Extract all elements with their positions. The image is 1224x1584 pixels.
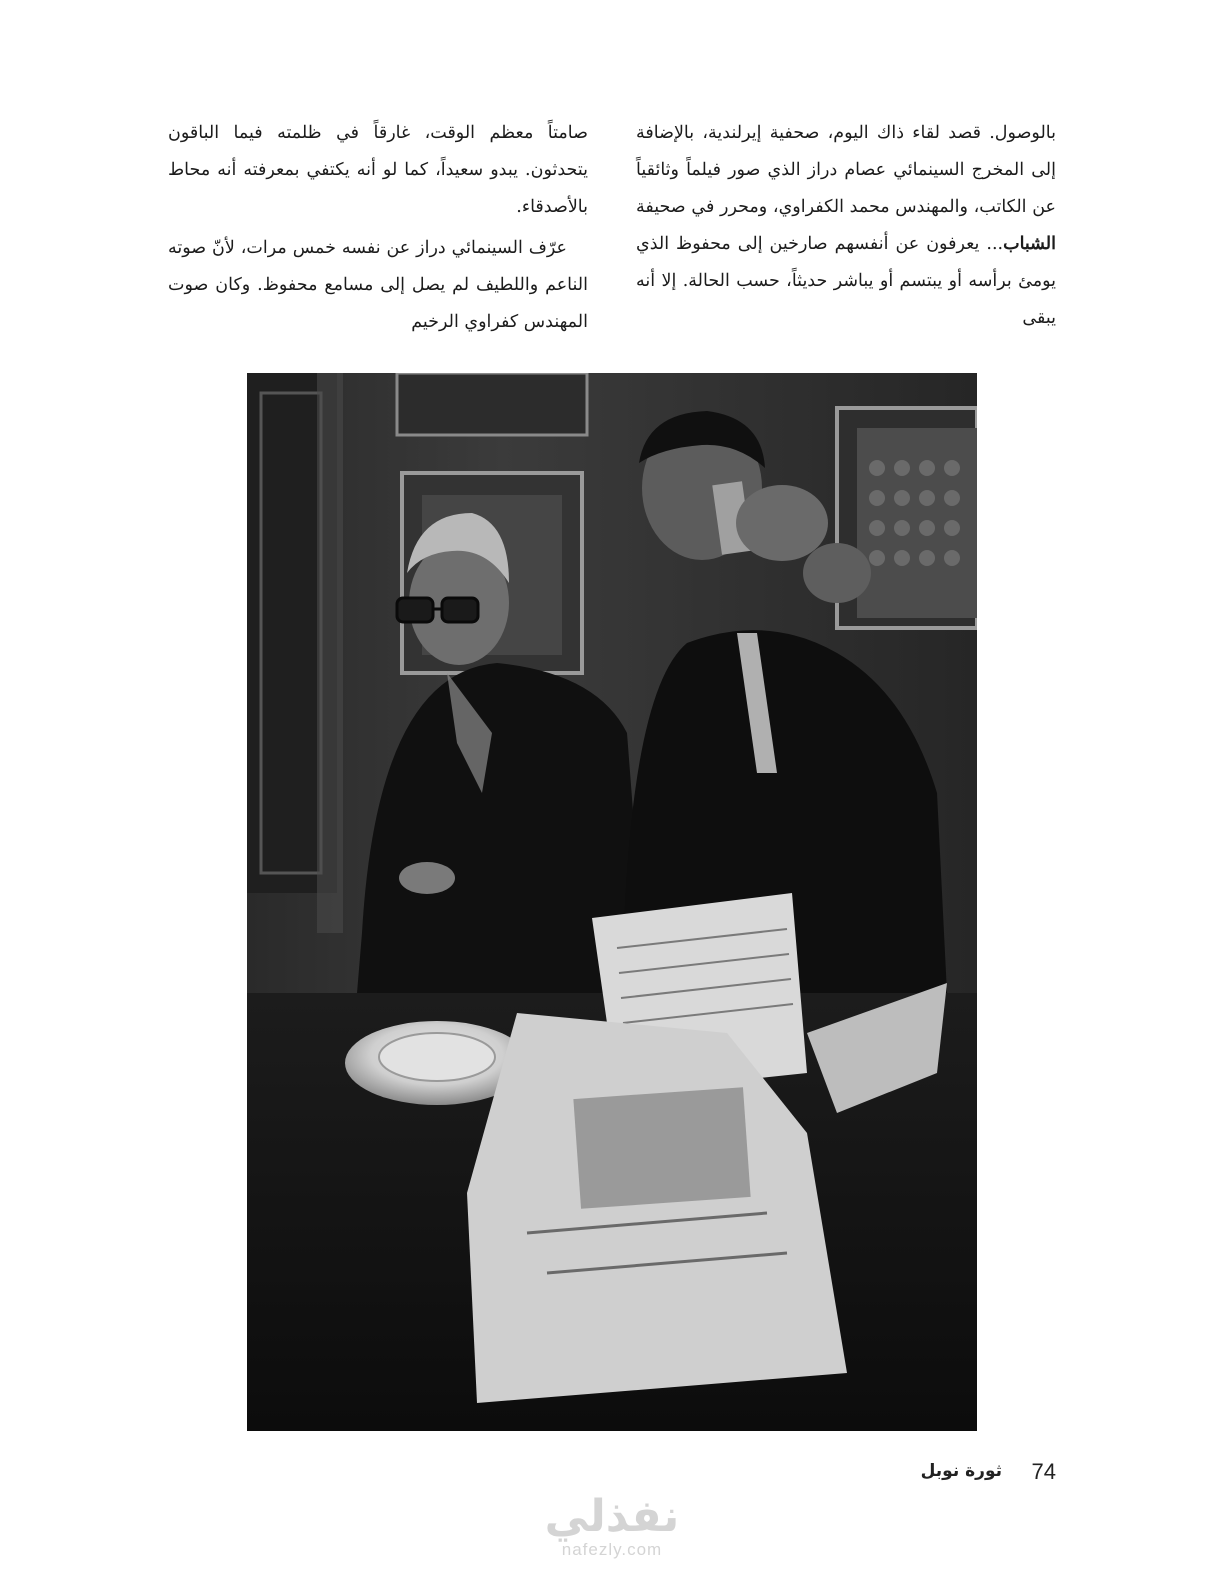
second-man-arm <box>803 543 871 603</box>
light-reflection <box>317 373 343 933</box>
text-column-left <box>168 115 588 341</box>
page-number: 74 <box>1031 1459 1056 1484</box>
paragraph-text: بالوصول. قصد لقاء ذاك اليوم، صحفية إيرلندية، بالإضافة إلى المخرج السينمائي عصام دراز الذي صور فيلماً وثائقياً عن الكاتب، والمهندس محمد الكفراوي، ومحرر في صحيفة <box>636 123 1056 217</box>
second-man-hands <box>736 485 828 561</box>
picture-frame-top <box>397 373 587 435</box>
running-title: ثورة نوبل <box>920 1461 1002 1481</box>
page-footer <box>900 1457 1060 1491</box>
watermark-logo: نفذلي <box>544 1491 680 1542</box>
paragraph: صامتاً معظم الوقت، غارقاً في ظلمته فيما الباقون يتحدثون. يبدو سعيداً، كما لو أنه يكتفي بمعرفته أنه محاط بالأصدقاء. <box>168 123 588 217</box>
paragraph-text: ... يعرفون عن أنفسهم صارخين إلى محفوظ الذي يومئ برأسه أو يبتسم أو يباشر حديثاً، حسب الحالة. إلا أنه يبقى <box>636 234 1056 328</box>
text-column-right <box>636 115 1056 337</box>
photograph-illustration <box>247 373 977 1431</box>
saucer-inner <box>379 1033 495 1081</box>
watermark <box>532 1488 692 1560</box>
watermark-url: nafezly.com <box>561 1540 663 1559</box>
newspaper-photo <box>573 1087 750 1209</box>
newspaper-name: الشباب <box>1003 234 1056 254</box>
photograph <box>247 373 977 1431</box>
paragraph <box>636 115 1056 337</box>
elderly-man-hand <box>399 862 455 894</box>
paragraph: عرّف السينمائي دراز عن نفسه خمس مرات، لأنّ صوته الناعم واللطيف لم يصل إلى مسامع محفوظ. وكان صوت المهندس كفراوي الرخيم <box>168 238 588 332</box>
